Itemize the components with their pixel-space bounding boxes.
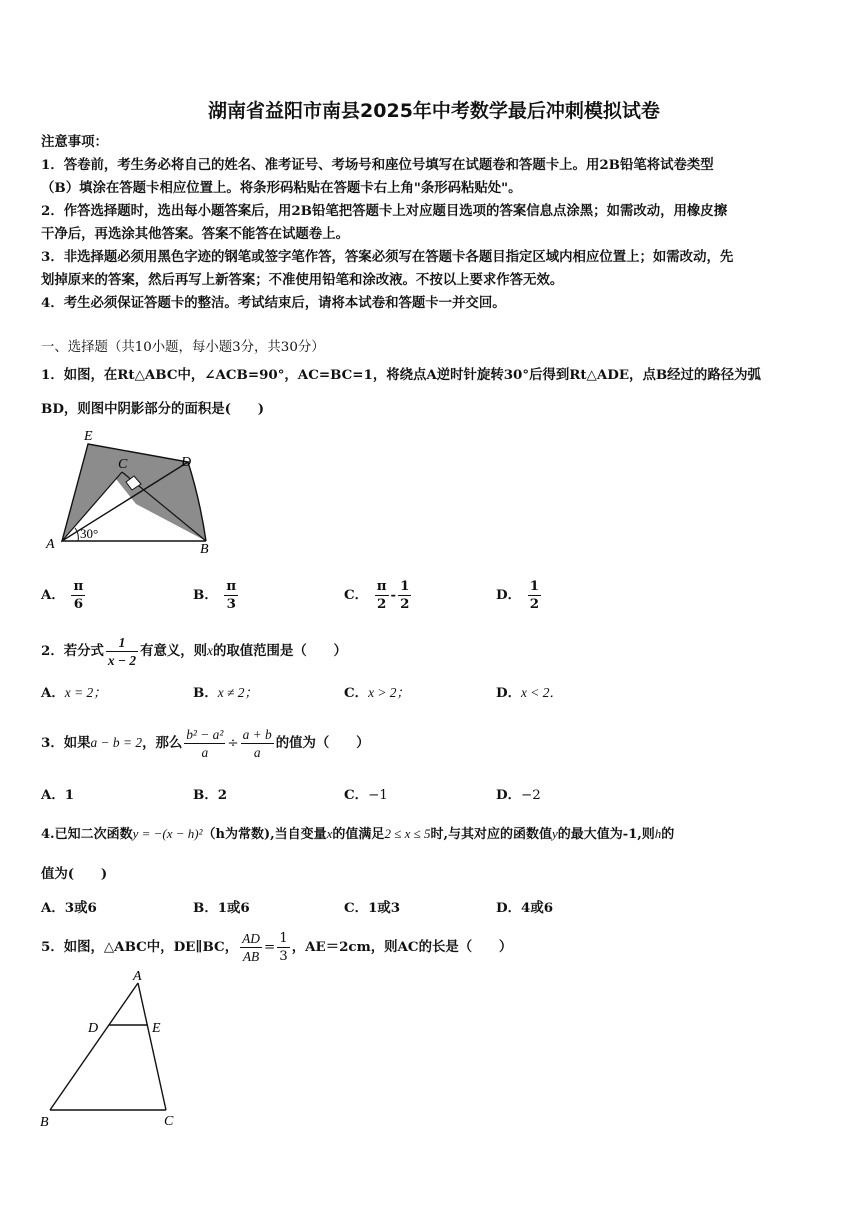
- label-c: C: [164, 1114, 174, 1129]
- q4-option-c[interactable]: [344, 897, 400, 920]
- q2-suffix: 的取值范围是（ ）: [213, 643, 347, 659]
- fraction-numerator: a + b: [242, 727, 272, 742]
- label-c: C: [118, 457, 128, 472]
- q3-option-d[interactable]: [496, 784, 541, 807]
- q1-line-2: BD，则图中阴影部分的面积是( ): [41, 401, 265, 417]
- option-label: A．: [41, 787, 65, 803]
- q4-mid2: 时,与其对应的函数值: [430, 827, 553, 842]
- fraction-numerator: π: [376, 578, 387, 594]
- option-label: A．: [41, 900, 65, 916]
- q1-option-b[interactable]: [193, 575, 240, 615]
- q4-option-b[interactable]: [193, 897, 250, 920]
- option-text: 1或3: [368, 900, 401, 916]
- option-label: B．: [193, 685, 218, 701]
- q2-middle: 有意义，则: [140, 643, 208, 659]
- fraction-denominator: 3: [279, 949, 288, 964]
- notice-item-3-line-1: 3．非选择题必须用黑色字迹的钢笔或签字笔作答，答案必须写在答题卡各题目指定区域内相应位置上；如需改动，先: [41, 249, 734, 265]
- option-text: x < 2．: [521, 685, 563, 700]
- q2-option-b[interactable]: [193, 681, 258, 705]
- q4-paren: （h为常数),当自变量: [202, 827, 327, 842]
- fraction-denominator: 2: [376, 596, 387, 612]
- q4-mid: 的值满足: [332, 827, 385, 842]
- option-text: −1: [368, 788, 388, 803]
- q4-var-x: x: [326, 826, 333, 841]
- q1-option-d[interactable]: [496, 575, 543, 615]
- q1-option-c[interactable]: [344, 575, 413, 615]
- q4-range: 2 ≤ x ≤ 5: [384, 826, 431, 841]
- fraction-denominator: AB: [242, 949, 260, 964]
- q2-option-c[interactable]: [344, 681, 410, 705]
- fraction-numerator: 1: [106, 634, 138, 652]
- q1-option-a-fraction: [71, 578, 85, 613]
- q5-prefix: 5．如图，△ABC中，DE∥BC，: [41, 939, 239, 955]
- q3-condition: a − b = 2: [90, 735, 143, 750]
- fraction-numerator: 1: [529, 578, 540, 594]
- segment-ac: [138, 983, 166, 1110]
- division-sign: ÷: [227, 736, 239, 751]
- q3-prefix: 3．如果: [41, 735, 91, 751]
- q2-stem: [41, 631, 347, 671]
- q1-option-a-label: A．: [41, 587, 65, 603]
- option-label: B．: [193, 900, 218, 916]
- q4-end: 的: [661, 827, 675, 842]
- notice-item-2-line-2: 干净后，再选涂其他答案。答案不能答在试题卷上。: [41, 226, 349, 242]
- option-text: 1或6: [217, 900, 250, 916]
- notice-item-1-line-2: （B）填涂在答题卡相应位置上。将条形码粘贴在答题卡右上角"条形码粘贴处"。: [41, 180, 522, 196]
- label-b: B: [40, 1115, 49, 1130]
- q3-fraction-2: [241, 726, 274, 761]
- fraction-denominator: a: [201, 745, 209, 760]
- q1-option-c-fraction-1: [375, 578, 389, 613]
- fraction-numerator: 1: [400, 578, 410, 594]
- label-d: D: [88, 1021, 99, 1036]
- fraction-denominator: 2: [400, 596, 410, 612]
- q4-prefix: 4.已知二次函数: [41, 827, 133, 842]
- option-label: B．: [193, 787, 218, 803]
- label-e: E: [84, 429, 93, 444]
- q3-stem: [41, 722, 369, 765]
- option-text: x = 2；: [64, 685, 107, 700]
- fraction-numerator: π: [73, 578, 84, 594]
- segment-ab: [50, 983, 138, 1110]
- page-title: 湖南省益阳市南县2025年中考数学最后冲刺模拟试卷: [208, 100, 660, 122]
- option-label: C．: [344, 787, 369, 803]
- angle-arc: [75, 528, 78, 541]
- option-label: D．: [496, 900, 522, 916]
- q5-suffix: ，AE＝2cm，则AC的长是（ ）: [291, 939, 513, 955]
- fraction-denominator: 3: [226, 596, 236, 612]
- q4-line-2: 值为( ): [41, 866, 108, 882]
- q2-prefix: 2．若分式: [41, 643, 104, 659]
- option-label: A．: [41, 685, 65, 701]
- q1-option-d-label: D．: [496, 587, 522, 603]
- q3-option-a[interactable]: [41, 784, 74, 807]
- option-label: D．: [496, 685, 522, 701]
- fraction-numerator: b² − a²: [186, 727, 224, 742]
- q1-option-b-fraction: [224, 578, 238, 613]
- option-text: 2: [217, 787, 228, 803]
- q2-option-a[interactable]: [41, 681, 107, 705]
- q4-function: y = −(x − h)²: [132, 826, 203, 841]
- q4-var-h: h: [654, 826, 662, 841]
- notice-heading: 注意事项：: [41, 134, 108, 150]
- q1-option-d-fraction: [528, 578, 541, 613]
- q5-fraction-2: [277, 930, 290, 965]
- q4-mid3: 的最大值为-1,则: [557, 827, 655, 842]
- q5-stem: [41, 926, 512, 969]
- option-text: 4或6: [521, 900, 554, 916]
- fraction-numerator: AD: [242, 931, 260, 946]
- option-label: C．: [344, 900, 369, 916]
- q4-option-a[interactable]: [41, 897, 97, 920]
- q1-option-a[interactable]: [41, 575, 87, 615]
- minus-sign: -: [390, 587, 397, 603]
- fraction-denominator: 6: [73, 596, 84, 612]
- q3-option-c[interactable]: [344, 784, 388, 807]
- label-d: D: [181, 455, 192, 470]
- fraction-denominator: x − 2: [107, 653, 137, 668]
- fraction-denominator: a: [253, 745, 261, 760]
- q4-var-y: y: [552, 826, 558, 841]
- q1-option-b-label: B．: [193, 587, 218, 603]
- fraction-numerator: 1: [279, 931, 288, 946]
- label-e: E: [152, 1021, 161, 1036]
- option-text: 3或6: [64, 900, 97, 916]
- label-b: B: [200, 542, 209, 557]
- fraction-denominator: 2: [529, 596, 540, 612]
- q1-option-c-label: C．: [344, 587, 369, 603]
- q5-figure: [36, 968, 196, 1133]
- option-text: x ≠ 2；: [217, 685, 258, 700]
- option-text: −2: [521, 788, 541, 803]
- q4-option-d[interactable]: [496, 897, 553, 920]
- angle-label: 30°: [80, 526, 99, 541]
- label-a: A: [133, 969, 142, 984]
- q3-suffix: 的值为（ ）: [275, 735, 370, 751]
- equals-sign: =: [263, 940, 276, 955]
- notice-item-2-line-1: 2．作答选择题时，选出每小题答案后，用2B铅笔把答题卡上对应题目选项的答案信息点涂黑；如需改动，用橡皮擦: [41, 203, 728, 219]
- q2-option-d[interactable]: [496, 681, 563, 705]
- section-heading: 一、选择题（共10小题，每小题3分，共30分）: [41, 340, 325, 355]
- fraction-numerator: π: [226, 578, 237, 594]
- q1-line-1: 1．如图，在Rt△ABC中，∠ACB=90°，AC=BC=1，将绕点A逆时针旋转30°后得到Rt△ADE，点B经过的路径为弧: [41, 367, 761, 383]
- option-text: x > 2；: [368, 685, 410, 700]
- q2-variable: x: [207, 643, 213, 658]
- label-a: A: [46, 537, 55, 552]
- option-label: C．: [344, 685, 369, 701]
- q1-figure: [38, 420, 228, 560]
- notice-item-4: 4．考生必须保证答题卡的整洁。考试结束后，请将本试卷和答题卡一并交回。: [41, 295, 506, 311]
- option-text: 1: [64, 787, 75, 803]
- q5-fraction-1: [240, 930, 262, 965]
- option-label: D．: [496, 787, 522, 803]
- q3-middle: ，那么: [142, 735, 183, 751]
- q4-line-1: [41, 822, 674, 846]
- notice-item-1-line-1: 1．答卷前，考生务必将自己的姓名、准考证号、考场号和座位号填写在试题卷和答题卡上。用2B铅笔将试卷类型: [41, 157, 714, 173]
- q3-fraction-1: [184, 726, 225, 761]
- q3-option-b[interactable]: [193, 784, 227, 807]
- q1-option-c-fraction-2: [398, 578, 411, 613]
- q2-fraction: [106, 634, 138, 669]
- notice-item-3-line-2: 划掉原来的答案，然后再写上新答案；不准使用铅笔和涂改液。不按以上要求作答无效。: [41, 272, 564, 288]
